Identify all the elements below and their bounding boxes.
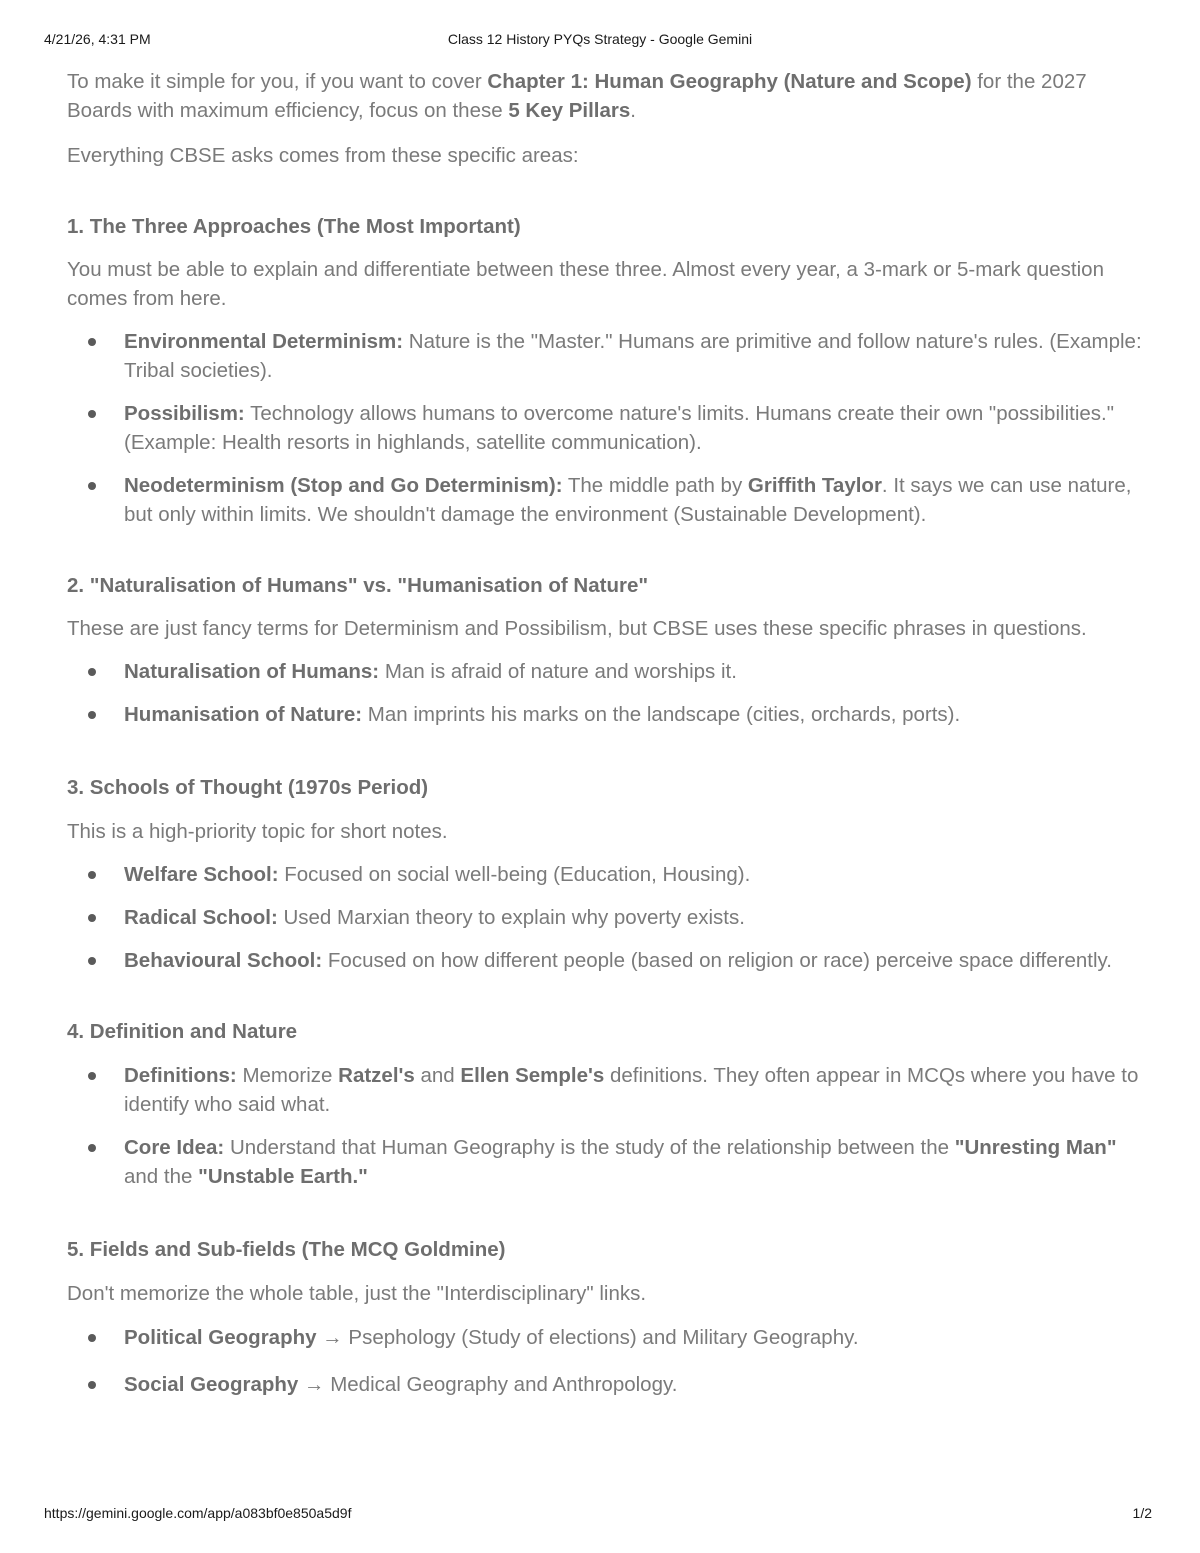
section-heading: 1. The Three Approaches (The Most Important) (67, 215, 521, 238)
intro-paragraph-2: Everything CBSE asks comes from these specific areas: (67, 144, 579, 167)
section-heading: 4. Definition and Nature (67, 1020, 298, 1043)
intro-paragraph: To make it simple for you, if you want to cover Chapter 1: Human Geography (Nature and Scope) for the 2027 Boards with maximum efficiency, focus on these 5 Key Pillars. (67, 70, 1087, 122)
list-item: Welfare School: Focused on social well-being (Education, Housing). (67, 860, 1142, 889)
document-body (67, 67, 1142, 1399)
section-description: These are just fancy terms for Determinism and Possibilism, but CBSE uses these specific phrases in questions. (67, 617, 1087, 640)
bullet-list (67, 1061, 1142, 1191)
section-heading: 2. "Naturalisation of Humans" vs. "Humanisation of Nature" (67, 574, 649, 597)
list-item: Social Geography → Medical Geography and Anthropology. (67, 1370, 1142, 1399)
section-heading: 5. Fields and Sub-fields (The MCQ Goldmine) (67, 1238, 506, 1261)
list-item: Core Idea: Understand that Human Geography is the study of the relationship between the "Unresting Man" and the "Unstable Earth." (67, 1133, 1142, 1191)
print-title: Class 12 History PYQs Strategy - Google Gemini (447, 31, 753, 47)
list-item: Humanisation of Nature: Man imprints his marks on the landscape (cities, orchards, ports). (67, 700, 1142, 729)
section-description: You must be able to explain and differentiate between these three. Almost every year, a 3-mark or 5-mark question comes from here. (67, 258, 1104, 310)
section-heading: 3. Schools of Thought (1970s Period) (67, 776, 429, 799)
list-item: Behavioural School: Focused on how different people (based on religion or race) perceive space differently. (67, 946, 1142, 975)
list-item: Possibilism: Technology allows humans to overcome nature's limits. Humans create their own "possibilities." (Example: Health resorts in highlands, satellite communication). (67, 399, 1142, 457)
page-number: 1/2 (1132, 1505, 1152, 1521)
section-description: This is a high-priority topic for short notes. (67, 820, 448, 843)
list-item: Neodeterminism (Stop and Go Determinism): The middle path by Griffith Taylor. It says we can use nature, but only within limits. We shouldn't damage the environment (Sustainable Development). (67, 471, 1142, 529)
list-item: Naturalisation of Humans: Man is afraid of nature and worships it. (67, 657, 1142, 686)
page-url: https://gemini.google.com/app/a083bf0e850a5d9f (44, 1505, 352, 1521)
list-item: Definitions: Memorize Ratzel's and Ellen Semple's definitions. They often appear in MCQs where you have to identify who said what. (67, 1061, 1142, 1119)
list-item: Radical School: Used Marxian theory to explain why poverty exists. (67, 903, 1142, 932)
bullet-list (67, 657, 1142, 729)
bullet-list (67, 1323, 1142, 1399)
section-description: Don't memorize the whole table, just the "Interdisciplinary" links. (67, 1282, 647, 1305)
list-item: Political Geography → Psephology (Study of elections) and Military Geography. (67, 1323, 1142, 1352)
print-date: 4/21/26, 4:31 PM (44, 31, 151, 47)
bullet-list (67, 860, 1142, 975)
list-item: Environmental Determinism: Nature is the "Master." Humans are primitive and follow nature's rules. (Example: Tribal societies). (67, 327, 1142, 385)
bullet-list (67, 327, 1142, 529)
